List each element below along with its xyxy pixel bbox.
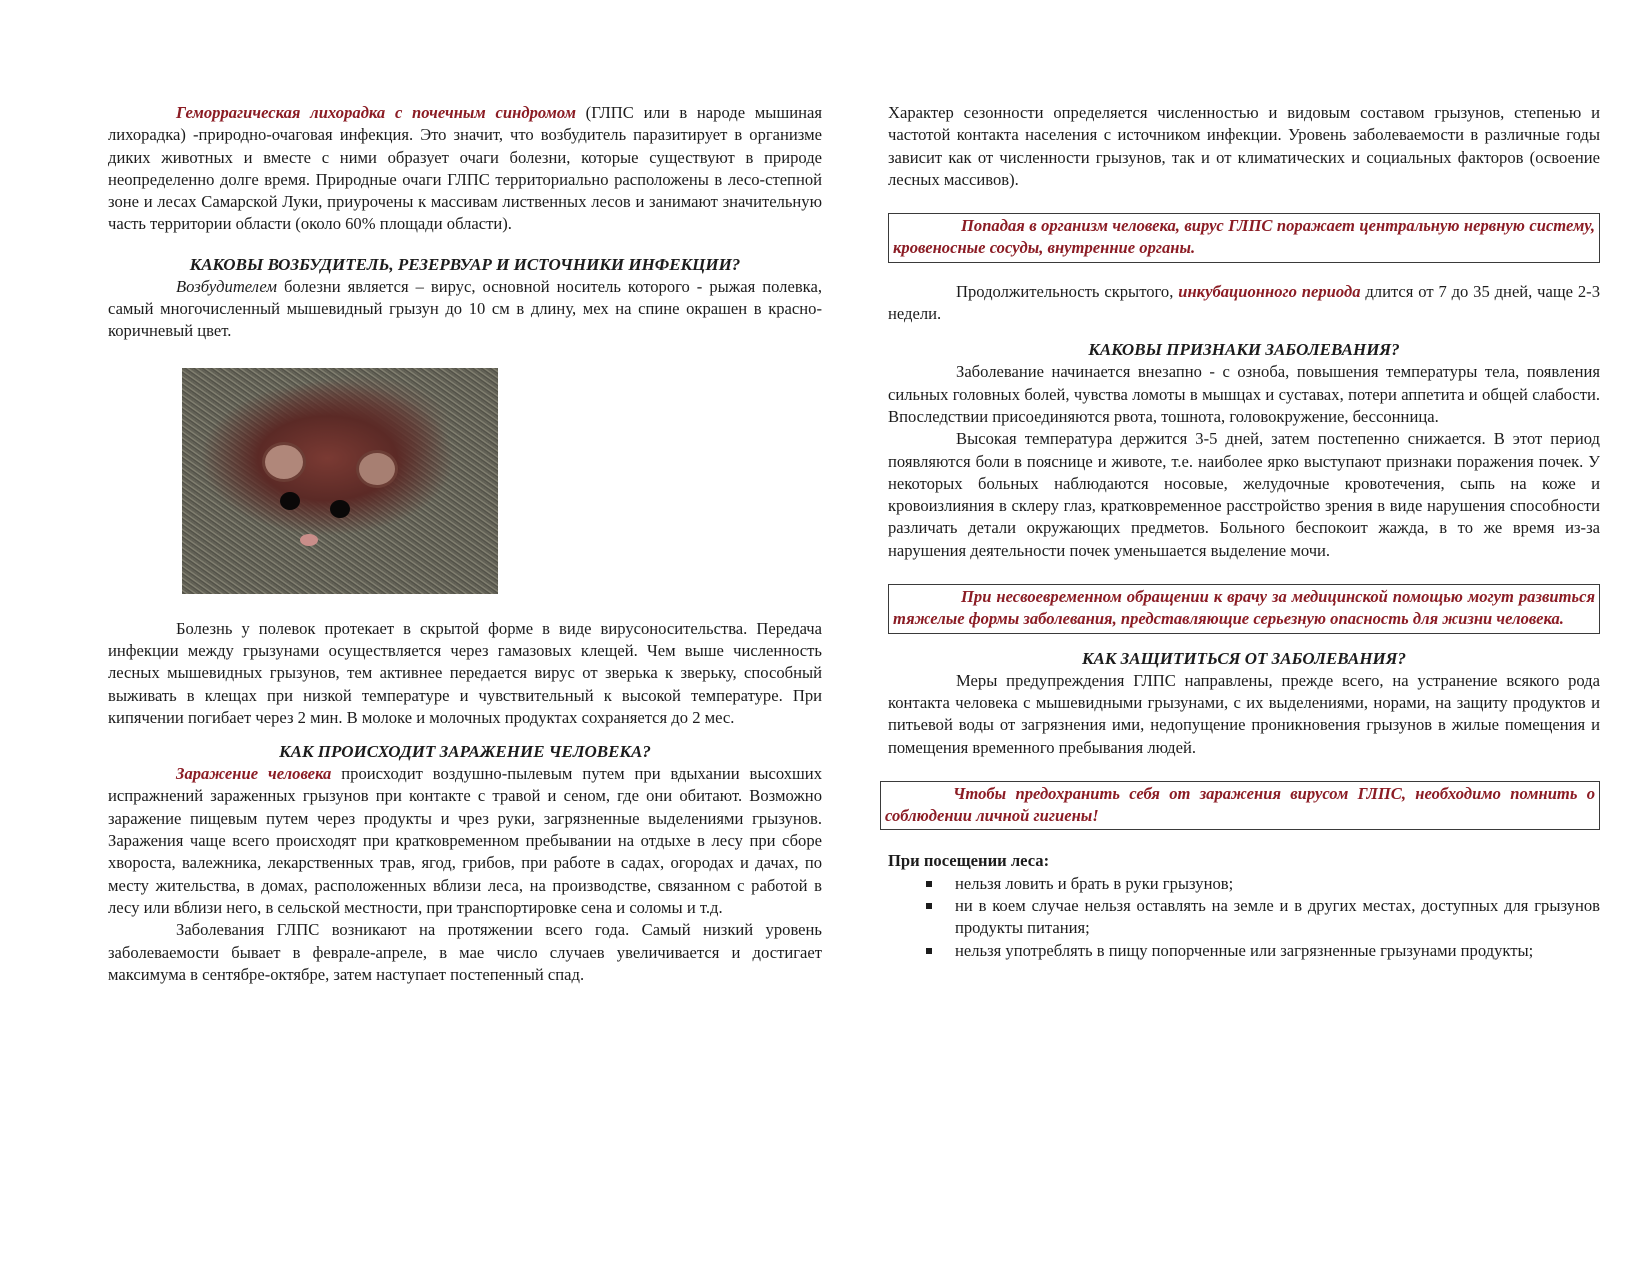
symptoms-paragraph-2: Высокая температура держится 3-5 дней, затем постепенно снижается. В этот период появляются боли в пояснице и животе, т.е. наиболее ярко выступают признаки поражения почек. У некоторых больных наблюдаются носовые, желудочные кровотечения, сыпь на коже и кровоизлияния в склеру глаз, кратковременное расстройство зрения в виде нарушения способности различать детали окружающих предметов. Больного беспокоит жажда, в то же время из-за нарушения деятельности почек уменьшается выделение мочи. (888, 429, 1600, 560)
heading-agent: КАКОВЫ ВОЗБУДИТЕЛЬ, РЕЗЕРВУАР И ИСТОЧНИКИ ИНФЕКЦИИ? (189, 254, 741, 274)
vole-eye-icon (280, 492, 300, 510)
right-column (885, 102, 1600, 962)
intro-paragraph: Геморрагическая лихорадка с почечным синдромом (ГЛПС или в народе мышиная лихорадка) -природно-очаговая инфекция. Это значит, что возбудитель паразитирует в организме диких животных и вместе с ними образует очаги болезни, которые существуют в природе неопределенно долге время. Природные очаги ГЛПС территориально расположены в лесо-степной зоне и лесах Самарской Луки, приурочены к массивам лиственных лесов и занимают значительную часть территории области (около 60% площади области). (108, 103, 822, 234)
forest-rules-list (888, 873, 1600, 962)
incubation-paragraph: Продолжительность скрытого, инкубационного периода длится от 7 до 35 дней, чаще 2-3 недели. (888, 281, 1600, 324)
list-item: нельзя употреблять в пищу попорченные или загрязненные грызунами продукты; (888, 940, 1600, 962)
vole-ear-icon (356, 450, 398, 488)
left-column (108, 102, 822, 986)
symptoms-paragraph-1: Заболевание начинается внезапно - с озноба, повышения температуры тела, появления сильных головных болей, чувства ломоты в мышцах и суставах, потери аппетита и общей слабости. Впоследствии присоединяются рвота, тошнота, головокружение, бессонница. (888, 362, 1600, 426)
protect-paragraph: Меры предупреждения ГЛПС направлены, прежде всего, на устранение всякого рода контакта человека с мышевидными грызунами, с их выделениями, норами, на защиту продуктов и питьевой воды от загрязнения ими, недопущение проникновения грызунов в жилые помещения и помещения временного пребывания людей. (888, 670, 1600, 757)
callout-hygiene: Чтобы предохранить себя от заражения вирусом ГЛПС, необходимо помнить о соблюдении личной гигиены! (880, 781, 1600, 831)
voles-paragraph: Болезнь у полевок протекает в скрытой форме в виде вирусоносительства. Передача инфекции между грызунами осуществляется через гамазовых клещей. Чем выше численность лесных мышевидных грызунов, тем активнее передается вирус от зверька к зверьку, способный выживать в клещах при низкой температуре и чувствительный к высокой температуре. При кипячении погибает через 2 мин. В молоке и молочных продуктах сохраняется до 2 мес. (108, 618, 822, 727)
vole-nose-icon (300, 534, 318, 546)
list-item: нельзя ловить и брать в руки грызунов; (888, 873, 1600, 895)
heading-protect: КАК ЗАЩИТИТЬСЯ ОТ ЗАБОЛЕВАНИЯ? (1082, 648, 1406, 668)
season-paragraph: Заболевания ГЛПС возникают на протяжении всего года. Самый низкий уровень заболеваемости бывает в феврале-апреле, в мае число случаев увеличивается и достигает максимума в сентябре-октябре, затем наступает постепенный спад. (108, 920, 822, 984)
heading-infection: КАК ПРОИСХОДИТ ЗАРАЖЕНИЕ ЧЕЛОВЕКА? (279, 742, 651, 762)
callout-late-treatment: При несвоевременном обращении к врачу за медицинской помощью могут развиться тяжелые формы заболевания, представляющие серьезную опасность для жизни человека. (888, 584, 1600, 634)
vole-ear-icon (262, 442, 306, 482)
callout-virus-effects: Попадая в организм человека, вирус ГЛПС поражает центральную нервную систему, кровеносные сосуды, внутренние органы. (888, 213, 1600, 263)
disease-name: Геморрагическая лихорадка с почечным синдромом (176, 103, 576, 122)
forest-heading: При посещении леса: (888, 851, 1050, 871)
heading-symptoms: КАКОВЫ ПРИЗНАКИ ЗАБОЛЕВАНИЯ? (1088, 340, 1400, 360)
vole-eye-icon (330, 500, 350, 518)
agent-paragraph: Возбудителем болезни является – вирус, основной носитель которого - рыжая полевка, самый многочисленный мышевидный грызун до 10 см в длину, мех на спине окрашен в красно-коричневый цвет. (108, 276, 822, 341)
infection-paragraph: Заражение человека происходит воздушно-пылевым путем при вдыхании высохших испражнений зараженных грызунов при контакте с травой и сеном, где они обитают. Возможно заражение пищевым путем через продукты и чрез руки, загрязненные выделениями грызунов. Заражения чаще всего происходят при кратковременном пребывании на отдыхе в лесу при сборе хвороста, валежника, лекарственных трав, ягод, грибов, при работе в садах, огородах и дачах, по месту жительства, в домах, расположенных вблизи леса, на производстве, связанном с работой в лесу или вблизи него, в сельской местности, при транспортировке сена и соломы и т.д. (108, 764, 822, 917)
vole-photo (182, 368, 498, 594)
list-item: ни в коем случае нельзя оставлять на земле и в других местах, доступных для грызунов продукты питания; (888, 895, 1600, 940)
seasonality-paragraph: Характер сезонности определяется численностью и видовым составом грызунов, степенью и частотой контакта населения с источником инфекции. Уровень заболеваемости в различные годы зависит как от численности грызунов, так и от климатических и социальных факторов (освоение лесных массивов). (888, 103, 1600, 189)
